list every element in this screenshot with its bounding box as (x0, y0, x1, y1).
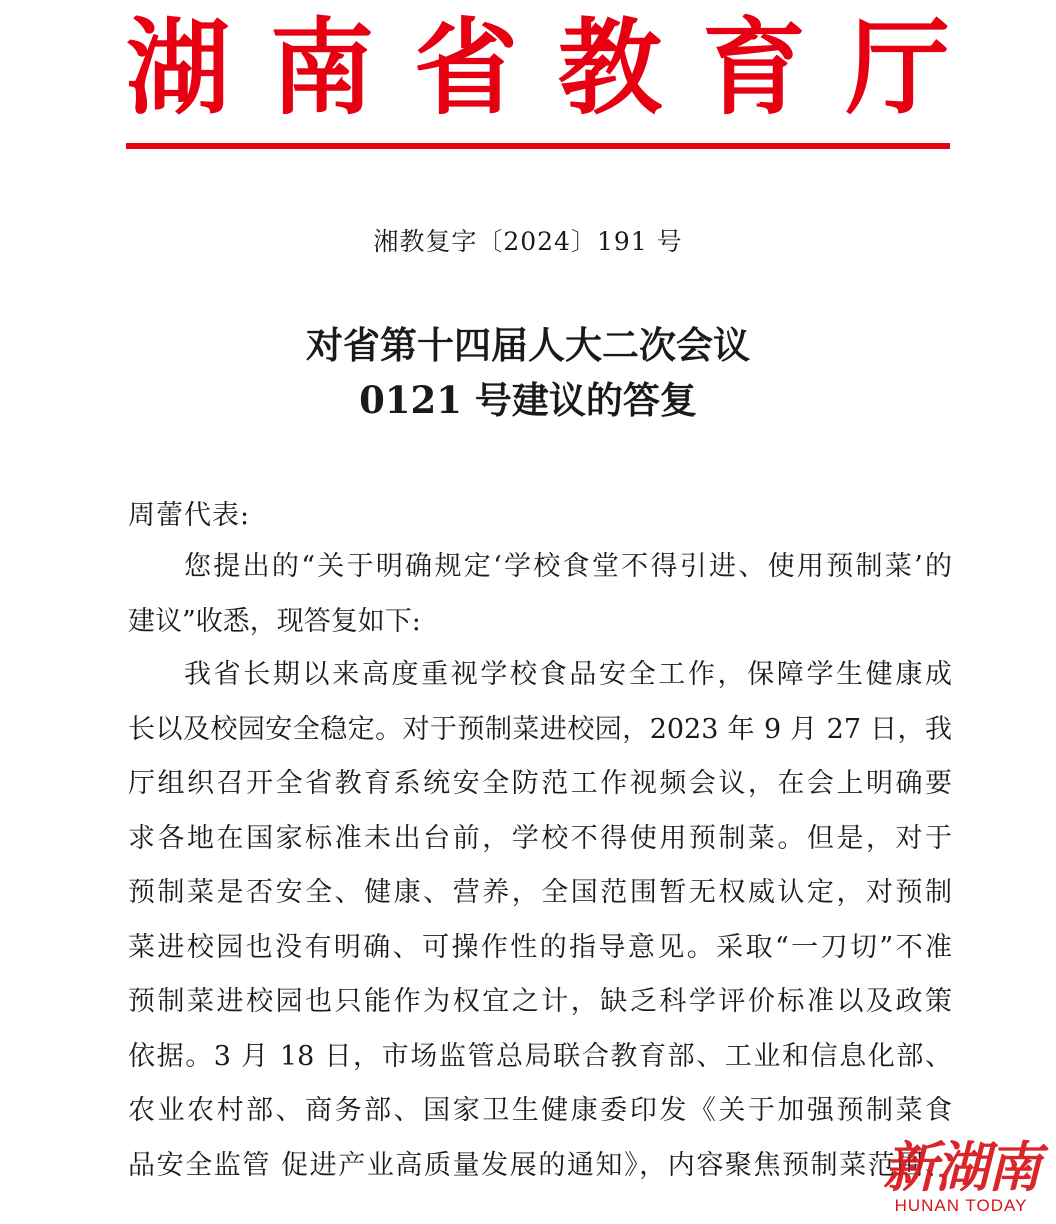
paragraph-line: 您提出的“关于明确规定‘学校食堂不得引进、使用预制菜’的 (184, 551, 952, 582)
masthead-char: 育 (701, 6, 806, 129)
paragraph-intro (128, 540, 952, 649)
document-title-line: 对省第十四届人大二次会议 (306, 323, 750, 367)
paragraph-line: 厅组织召开全省教育系统安全防范工作视频会议，在会上明确要 (128, 768, 952, 799)
paragraph-line: 预制菜进校园也只能作为权宜之计，缺乏科学评价标准以及政策 (128, 986, 952, 1017)
paragraph-line: 建议”收悉，现答复如下: (128, 605, 421, 637)
masthead-char: 省 (413, 6, 518, 129)
paragraph-line: 我省长期以来高度重视学校食品安全工作，保障学生健康成 (184, 659, 952, 690)
masthead-title (126, 6, 950, 129)
paragraph-line: 菜进校园也没有明确、可操作性的指导意见。采取“一刀切”不准 (128, 931, 952, 963)
paragraph-line: 求各地在国家标准未出台前，学校不得使用预制菜。但是，对于 (128, 822, 952, 854)
masthead-divider (126, 143, 950, 149)
masthead-char: 湖 (126, 6, 231, 129)
document-title-line: 0121 号建议的答复 (359, 378, 697, 422)
paragraph-body (128, 648, 952, 1193)
salutation: 周蕾代表: (128, 500, 251, 531)
document-title (0, 318, 1056, 428)
document-number: 湘教复字〔2024〕191 号 (373, 227, 683, 256)
masthead-char: 厅 (845, 6, 950, 129)
paragraph-line: 依据。3 月 18 日，市场监管总局联合教育部、工业和信息化部、 (128, 1040, 952, 1072)
paragraph-line: 农业农村部、商务部、国家卫生健康委印发《关于加强预制菜食 (128, 1095, 952, 1126)
paragraph-line: 品安全监管 促进产业高质量发展的通知》，内容聚焦预制菜范围、 (128, 1149, 952, 1181)
masthead-char: 教 (557, 6, 662, 129)
watermark-logo (876, 1135, 1046, 1216)
watermark-logo-text: 新湖南 (883, 1135, 1039, 1199)
paragraph-line: 预制菜是否安全、健康、营养，全国范围暂无权威认定，对预制 (128, 877, 952, 908)
watermark-subtitle: HUNAN TODAY (894, 1196, 1028, 1215)
paragraph-line: 长以及校园安全稳定。对于预制菜进校园，2023 年 9 月 27 日，我 (128, 713, 952, 745)
masthead-char: 南 (269, 6, 374, 129)
